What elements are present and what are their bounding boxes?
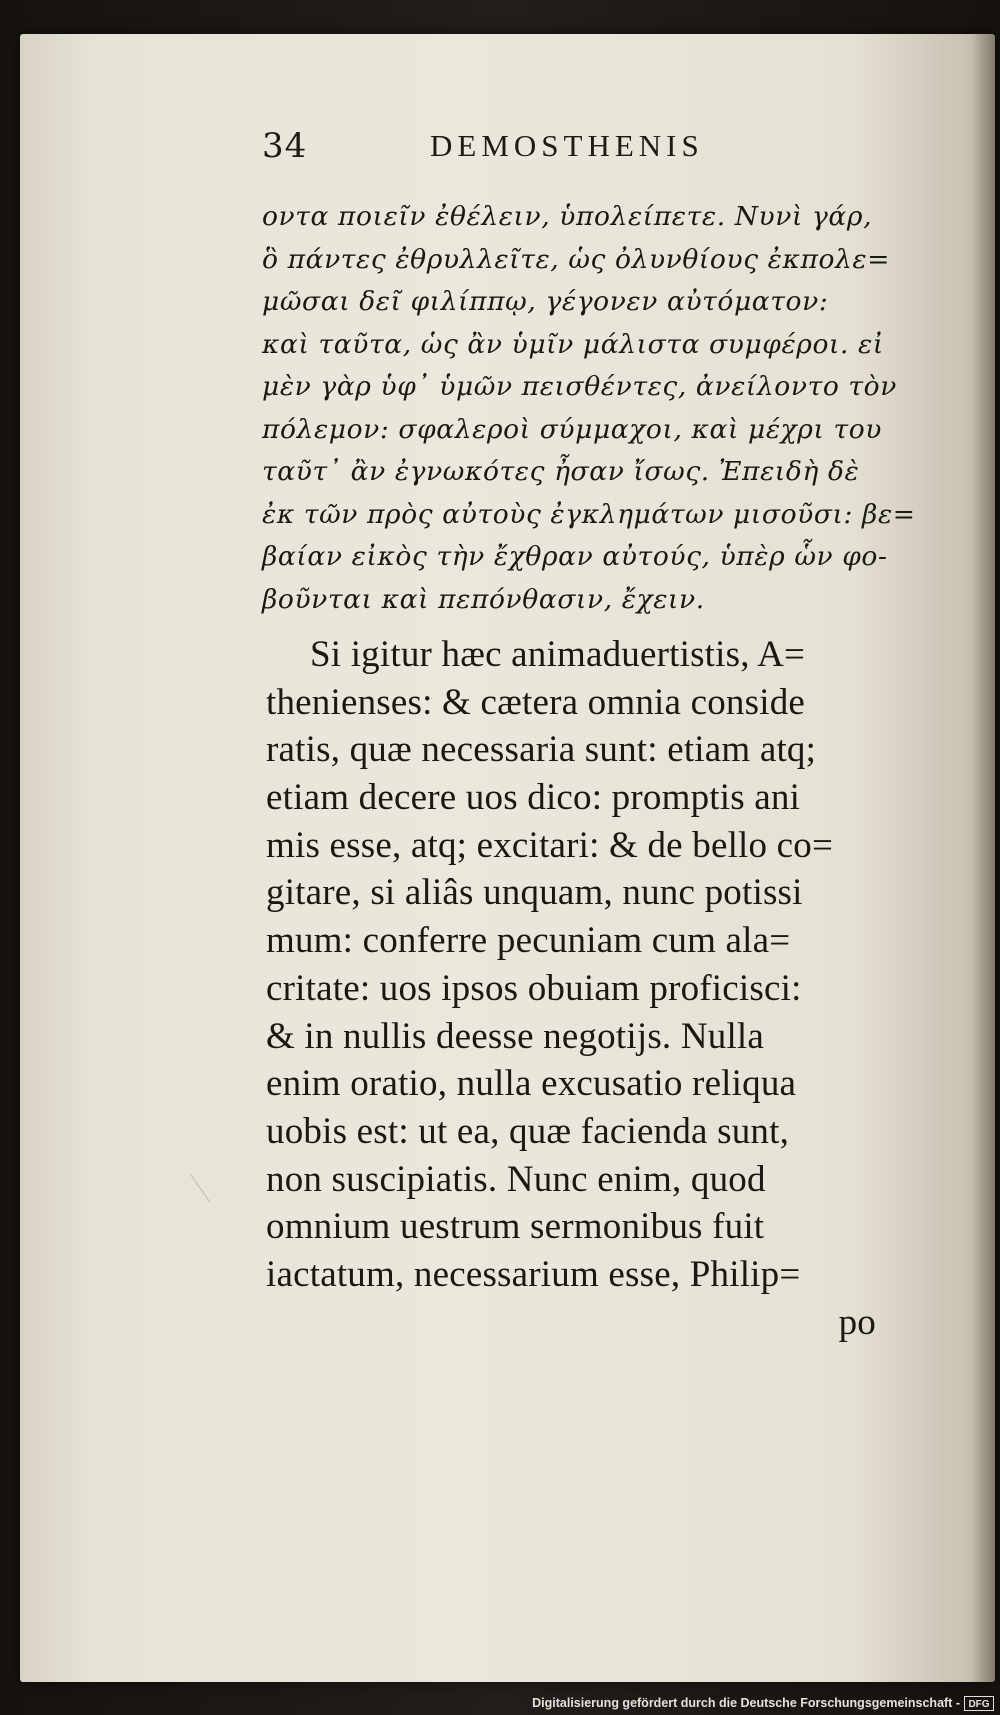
latin-line: thenienses: & cætera omnia conside bbox=[266, 681, 806, 723]
page-number: 34 bbox=[262, 126, 308, 166]
latin-line: Si igitur hæc animaduertistis, A= bbox=[310, 634, 806, 675]
latin-line: omnium uestrum sermonibus fuit bbox=[266, 1206, 765, 1248]
latin-line: iactatum, necessarium esse, Philip= bbox=[266, 1253, 801, 1295]
latin-text-block bbox=[266, 631, 946, 1346]
catchword: po bbox=[838, 1301, 876, 1343]
latin-line: non suscipiatis. Nunc enim, quod bbox=[266, 1158, 766, 1200]
dfg-logo-icon: DFG bbox=[964, 1696, 994, 1711]
latin-line: mis esse, atq; excitari: & de bello co= bbox=[266, 824, 834, 866]
page-header bbox=[262, 112, 802, 172]
greek-text-block bbox=[262, 196, 942, 621]
latin-line: gitare, si aliâs unquam, nunc potissi bbox=[266, 872, 803, 914]
greek-line: ἐκ τῶν πρὸς αὐτοὺς ἐγκλημάτων μισοῦσι: βε= bbox=[262, 498, 916, 530]
greek-line: βαίαν εἰκὸς τὴν ἔχθραν αὐτούς, ὑπὲρ ὧν φο- bbox=[262, 541, 888, 572]
greek-line: πόλεμον: σφαλεροὶ σύμμαχοι, καὶ μέχρι του bbox=[262, 413, 883, 445]
digitization-footer bbox=[0, 1689, 1000, 1715]
greek-line: μὲν γὰρ ὑφ᾽ ὑμῶν πεισθέντες, ἀνείλοντο τὸν bbox=[262, 371, 897, 402]
latin-line: uobis est: ut ea, quæ facienda sunt, bbox=[266, 1110, 790, 1152]
latin-line: enim oratio, nulla excusatio reliqua bbox=[266, 1063, 797, 1105]
paper-mark bbox=[190, 1164, 225, 1203]
funding-credit: Digitalisierung gefördert durch die Deutsche Forschungsgemeinschaft - bbox=[532, 1696, 960, 1710]
greek-line: βοῦνται καὶ πεπόνθασιν, ἔχειν. bbox=[262, 583, 705, 615]
greek-line: οντα ποιεῖν ἐθέλειν, ὑπολείπετε. Νυνὶ γάρ, bbox=[262, 201, 873, 232]
greek-line: μῶσαι δεῖ φιλίππῳ, γέγονεν αὐτόματον: bbox=[262, 286, 829, 317]
latin-line: ratis, quæ necessaria sunt: etiam atq; bbox=[266, 729, 817, 771]
greek-line: ὃ πάντες ἐθρυλλεῖτε, ὡς ὀλυνθίους ἐκπολε= bbox=[262, 243, 891, 275]
latin-line: mum: conferre pecuniam cum ala= bbox=[266, 920, 791, 962]
greek-line: καὶ ταῦτα, ὡς ἂν ὑμῖν μάλιστα συμφέροι. εἰ bbox=[262, 328, 884, 360]
latin-line: critate: uos ipsos obuiam proficisci: bbox=[266, 967, 802, 1009]
greek-line: ταῦτ᾽ ἂν ἐγνωκότες ἦσαν ἴσως. Ἐπειδὴ δὲ bbox=[262, 456, 860, 487]
latin-line: & in nullis deesse negotijs. Nulla bbox=[266, 1015, 765, 1057]
latin-line: etiam decere uos dico: promptis ani bbox=[266, 777, 801, 819]
running-title: DEMOSTHENIS bbox=[430, 128, 704, 163]
